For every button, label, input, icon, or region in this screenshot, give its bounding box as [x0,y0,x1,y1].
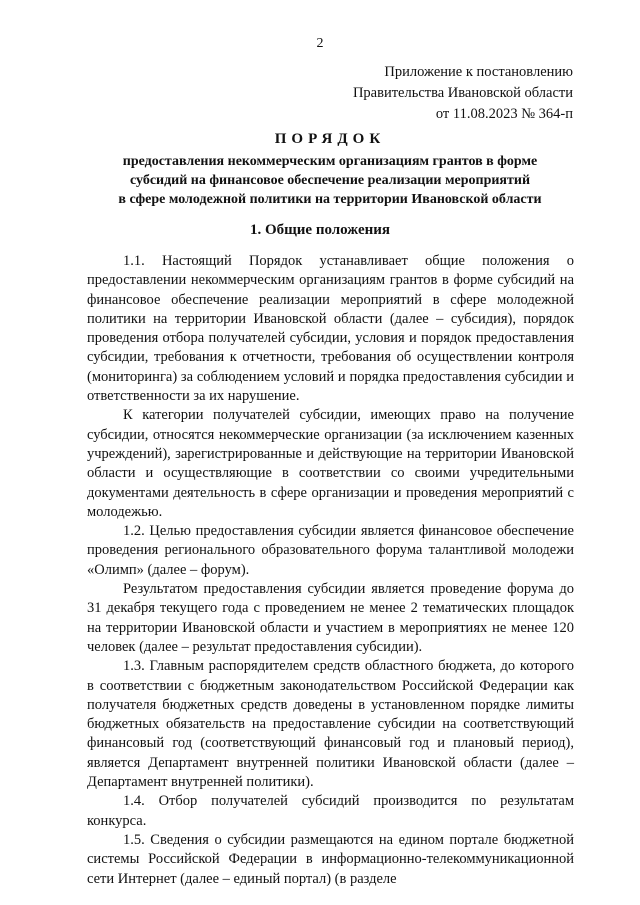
paragraph: 1.3. Главным распорядителем средств областного бюджета, до которого в соответствии с бюджетным законодательством Российской Федерации как получателя бюджетных средств доведены в установленном порядке лимиты бюджетных обязательств на предоставление субсидии на соответствующий финансовый год (соответствующий финансовый год и плановый период), является Департамент внутренней политики Ивановской области (далее – Департамент внутренней политики). [87,658,574,791]
page-number: 2 [316,36,324,51]
document-body [87,252,574,889]
appendix-header [353,62,573,125]
section-heading: 1. Общие положения [249,222,391,238]
paragraph: 1.5. Сведения о субсидии размещаются на едином портале бюджетной системы Российской Федерации в информационно-телекоммуникационной сети Интернет (далее – единый портал) (в разделе [87,831,574,887]
paragraph: 1.4. Отбор получателей субсидий производится по результатам конкурса. [87,793,574,829]
appendix-line: Правительства Ивановской области [352,85,573,101]
document-title-block [90,128,570,209]
document-subtitle [90,152,570,209]
paragraph: 1.2. Целью предоставления субсидии является финансовое обеспечение проведения регионального образовательного форума талантливой молодежи «Олимп» (далее – форум). [87,523,574,578]
paragraph: 1.1. Настоящий Порядок устанавливает общие положения о предоставлении некоммерческим организациям грантов в форме субсидий на финансовое обеспечение реализации мероприятий в сфере молодежной политики на территории Ивановской области (далее – субсидия), порядок проведения отбора получателей субсидии, условия и порядок предоставления субсидии, требования к отчетности, требования об осуществлении контроля (мониторинга) за соблюдением условий и порядка предоставления субсидии и ответственности за их нарушение. [87,253,574,405]
paragraph: К категории получателей субсидии, имеющих право на получение субсидии, относятся некоммерческие организации (за исключением казенных учреждений), зарегистрированные и действующие на территории Ивановской области и осуществляющие в соответствии со своими учредительными документами деятельность в сфере организации и проведения мероприятий с молодежью. [87,407,574,520]
subtitle-line: в сфере молодежной политики на территории Ивановской области [118,192,542,207]
appendix-line: Приложение к постановлению [384,64,573,80]
subtitle-line: субсидий на финансовое обеспечение реализации мероприятий [129,173,531,188]
subtitle-line: предоставления некоммерческим организациям грантов в форме [122,154,538,169]
paragraph: Результатом предоставления субсидии является проведение форума до 31 декабря текущего года с проведением не менее 2 тематических площадок на территории Ивановской области и участием в мероприятиях не менее 120 человек (далее – результат предоставления субсидии). [87,581,574,655]
appendix-line: от 11.08.2023 № 364-п [435,106,573,122]
document-title: ПОРЯДОК [274,131,386,147]
